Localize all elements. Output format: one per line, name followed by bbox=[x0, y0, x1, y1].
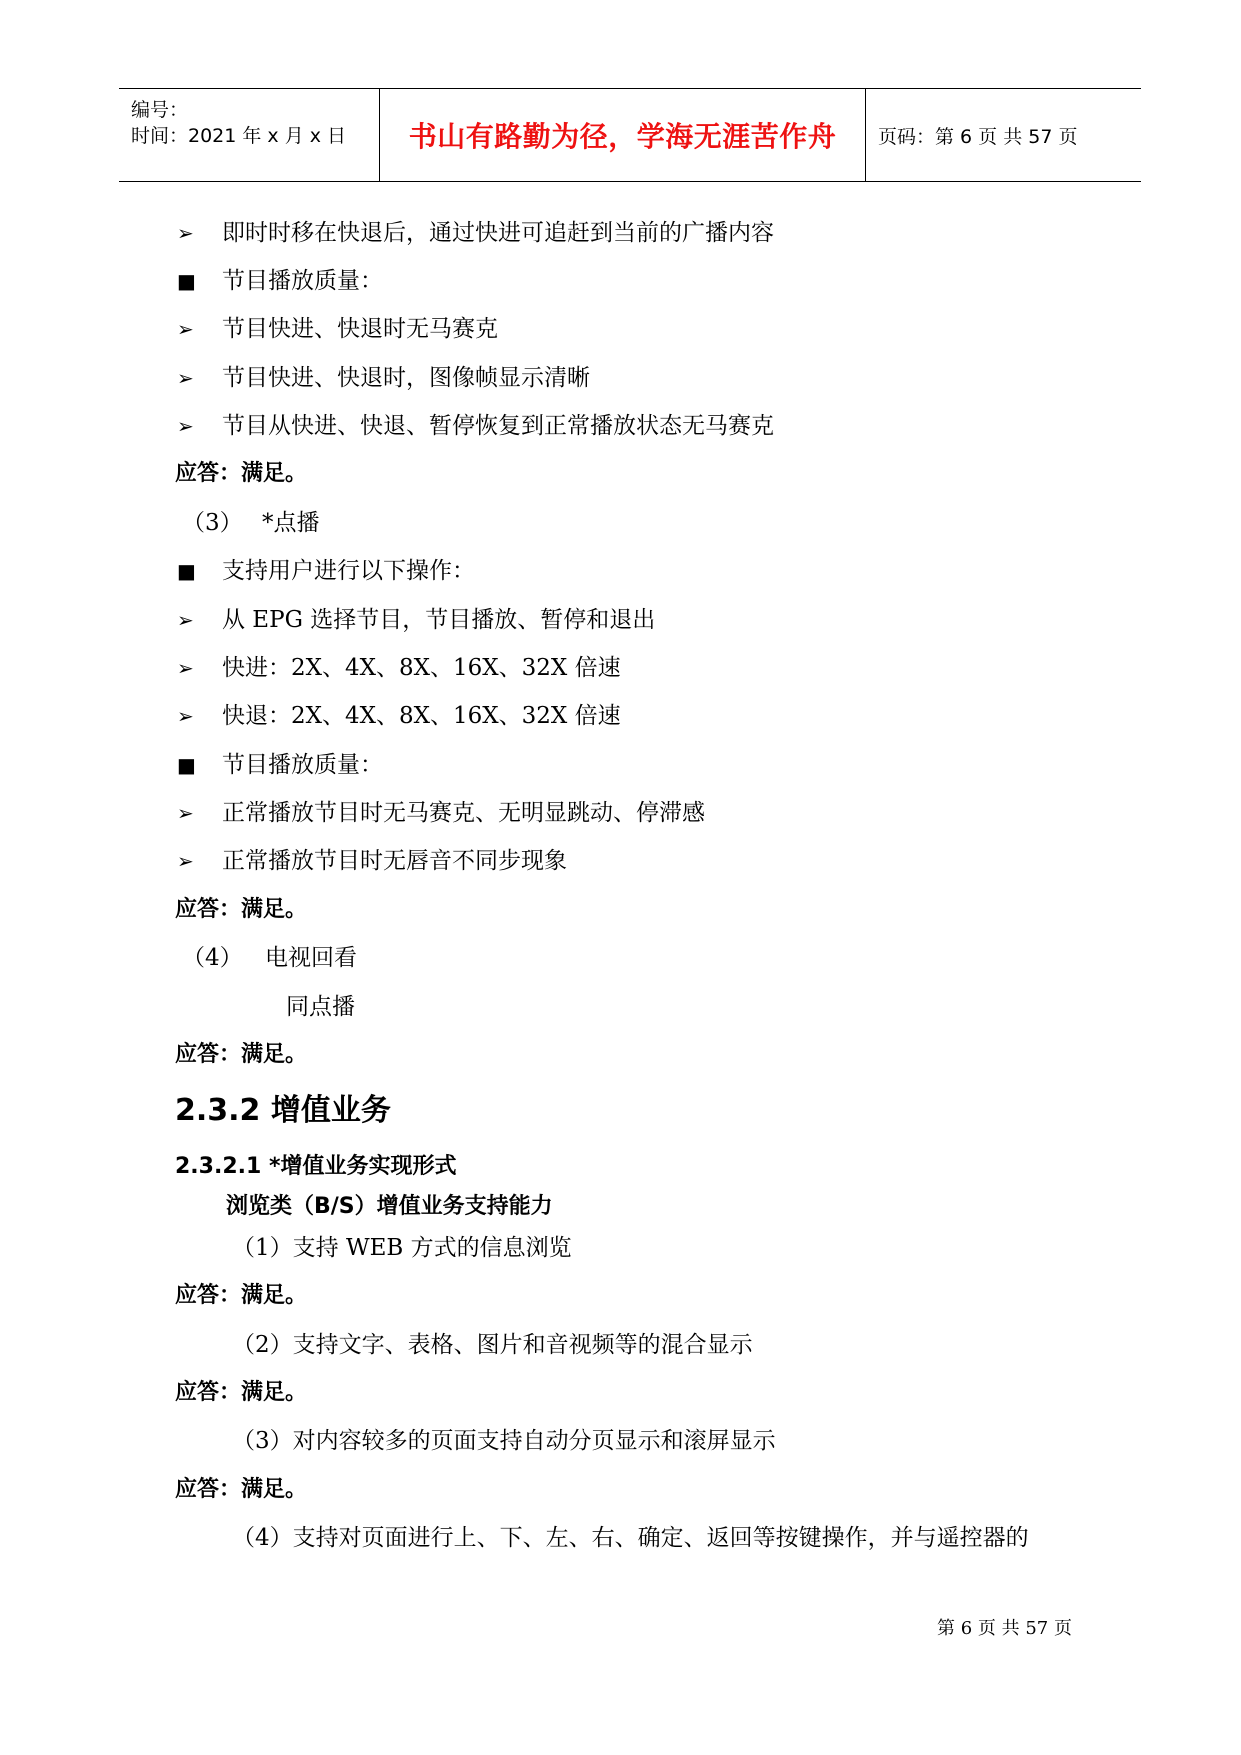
section-text: 同点播 bbox=[286, 994, 355, 1020]
square-bullet-icon: ■ bbox=[177, 559, 196, 583]
answer-line: 应答：满足。 bbox=[175, 461, 308, 486]
list-item: 快进：2X、4X、8X、16X、32X 倍速 bbox=[222, 655, 621, 681]
motto: 书山有路勤为径，学海无涯苦作舟 bbox=[408, 120, 837, 153]
arrow-bullet-icon: ➢ bbox=[177, 317, 194, 341]
arrow-bullet-icon: ➢ bbox=[177, 221, 194, 245]
answer-line: 应答：满足。 bbox=[175, 1477, 308, 1502]
heading-level5: 浏览类（B/S）增值业务支持能力 bbox=[226, 1194, 553, 1219]
list-item: 节目播放质量： bbox=[222, 268, 383, 294]
list-item: 正常播放节目时无唇音不同步现象 bbox=[222, 848, 567, 874]
header-meta-cell bbox=[119, 89, 379, 181]
paragraph: （1）支持 WEB 方式的信息浏览 bbox=[232, 1235, 572, 1261]
section-number: （4） bbox=[182, 945, 243, 971]
arrow-bullet-icon: ➢ bbox=[177, 656, 194, 680]
list-item: 节目播放质量： bbox=[222, 752, 383, 778]
heading-level4: 2.3.2.1 *增值业务实现形式 bbox=[175, 1154, 457, 1179]
list-item: 支持用户进行以下操作： bbox=[222, 558, 475, 584]
section-title: *点播 bbox=[262, 510, 320, 536]
heading-level3: 2.3.2 增值业务 bbox=[175, 1093, 391, 1128]
page-footer: 第 6 页 共 57 页 bbox=[937, 1618, 1072, 1639]
list-item: 从 EPG 选择节目，节目播放、暂停和退出 bbox=[222, 607, 656, 633]
arrow-bullet-icon: ➢ bbox=[177, 608, 194, 632]
list-item: 快退：2X、4X、8X、16X、32X 倍速 bbox=[222, 703, 621, 729]
list-item: 节目从快进、快退、暂停恢复到正常播放状态无马赛克 bbox=[222, 413, 774, 439]
arrow-bullet-icon: ➢ bbox=[177, 801, 194, 825]
list-item: 节目快进、快退时无马赛克 bbox=[222, 316, 498, 342]
document-header bbox=[119, 88, 1141, 182]
answer-line: 应答：满足。 bbox=[175, 897, 308, 922]
square-bullet-icon: ■ bbox=[177, 753, 196, 777]
list-item: 正常播放节目时无马赛克、无明显跳动、停滞感 bbox=[222, 800, 705, 826]
section-title: 电视回看 bbox=[265, 945, 357, 971]
answer-line: 应答：满足。 bbox=[175, 1380, 308, 1405]
header-page-cell bbox=[866, 89, 1141, 181]
list-item: 即时时移在快退后，通过快进可追赶到当前的广播内容 bbox=[222, 220, 774, 246]
paragraph: （3）对内容较多的页面支持自动分页显示和滚屏显示 bbox=[232, 1428, 776, 1454]
arrow-bullet-icon: ➢ bbox=[177, 704, 194, 728]
list-item: 节目快进、快退时，图像帧显示清晰 bbox=[222, 365, 590, 391]
square-bullet-icon: ■ bbox=[177, 269, 196, 293]
header-motto-cell bbox=[379, 89, 866, 181]
arrow-bullet-icon: ➢ bbox=[177, 366, 194, 390]
answer-line: 应答：满足。 bbox=[175, 1042, 308, 1067]
serial-label: 编号： bbox=[131, 99, 189, 121]
arrow-bullet-icon: ➢ bbox=[177, 849, 194, 873]
time-label: 时间：2021 年 x 月 x 日 bbox=[131, 125, 347, 147]
arrow-bullet-icon: ➢ bbox=[177, 414, 194, 438]
answer-line: 应答：满足。 bbox=[175, 1283, 308, 1308]
paragraph: （2）支持文字、表格、图片和音视频等的混合显示 bbox=[232, 1332, 753, 1358]
section-number: （3） bbox=[182, 510, 243, 536]
paragraph: （4）支持对页面进行上、下、左、右、确定、返回等按键操作，并与遥控器的 bbox=[232, 1525, 1029, 1551]
page-label: 页码：第 6 页 共 57 页 bbox=[878, 125, 1078, 148]
